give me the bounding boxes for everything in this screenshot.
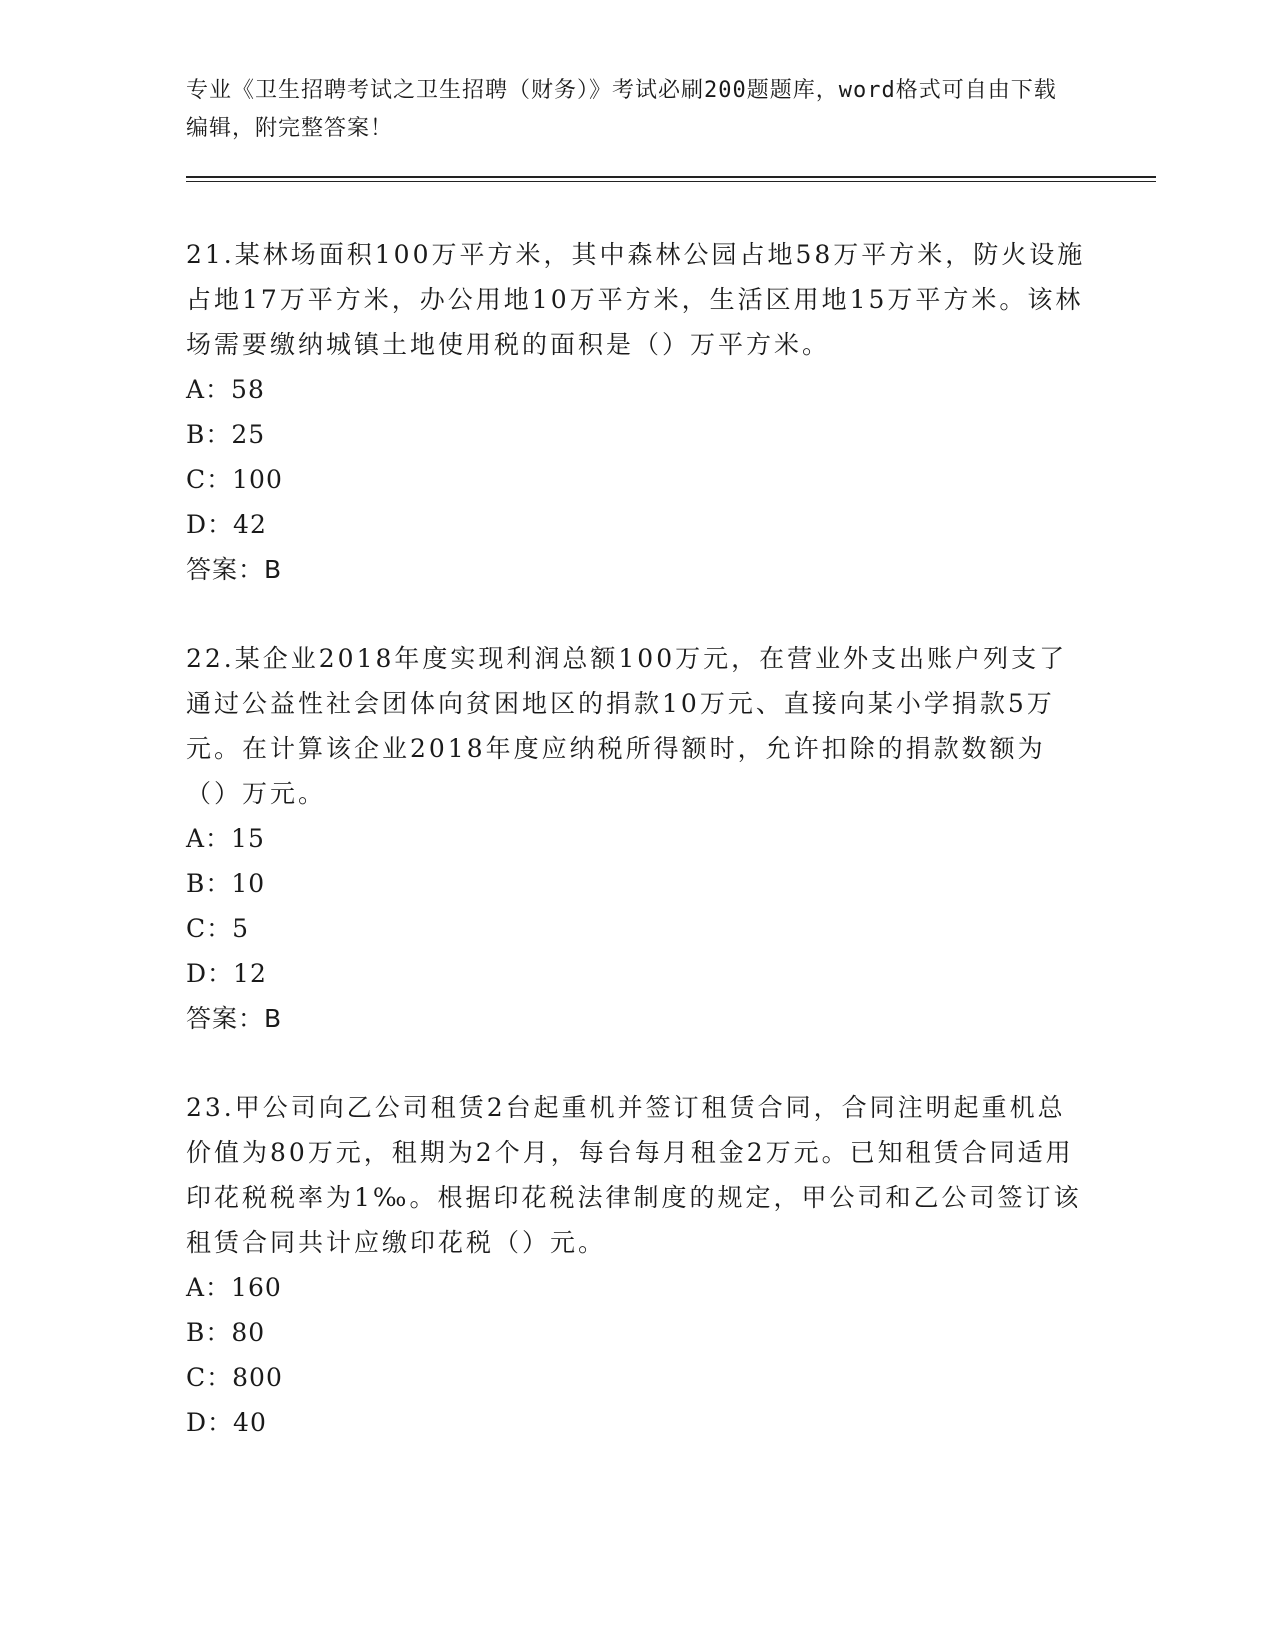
option-c: C：800 [186, 1363, 283, 1392]
option-a: A：15 [186, 824, 265, 853]
option-c: C：100 [186, 465, 283, 494]
option-a: A：58 [186, 375, 265, 404]
question-stem: 22.某企业2018年度实现利润总额100万元，在营业外支出账户列支了通过公益性社会团体向贫困地区的捐款10万元、直接向某小学捐款5万元。在计算该企业2018年度应纳税所得额时，允许扣除的捐款数额为（）万元。 [186, 644, 1068, 808]
document-intro: 专业《卫生招聘考试之卫生招聘（财务）》考试必刷200题题库，word格式可自由下载编辑，附完整答案！ [186, 78, 1057, 141]
option-c: C：5 [186, 914, 250, 943]
question-list [186, 232, 1086, 1489]
question-21 [186, 232, 1086, 592]
option-b: B：25 [186, 420, 266, 449]
option-d: D：42 [186, 510, 267, 539]
option-d: D：12 [186, 959, 267, 988]
header-divider [186, 176, 1156, 182]
option-b: B：10 [186, 869, 266, 898]
option-a: A：160 [186, 1273, 282, 1302]
option-b: B：80 [186, 1318, 266, 1347]
question-stem: 21.某林场面积100万平方米，其中森林公园占地58万平方米，防火设施占地17万平方米，办公用地10万平方米，生活区用地15万平方米。该林场需要缴纳城镇土地使用税的面积是（）万平方米。 [186, 240, 1086, 359]
question-stem: 23.甲公司向乙公司租赁2台起重机并签订租赁合同，合同注明起重机总价值为80万元，租期为2个月，每台每月租金2万元。已知租赁合同适用印花税税率为1‰。根据印花税法律制度的规定，甲公司和乙公司签订该租赁合同共计应缴印花税（）元。 [186, 1093, 1082, 1257]
option-d: D：40 [186, 1408, 267, 1437]
answer-label: 答案：B [186, 1004, 283, 1033]
answer-label: 答案：B [186, 555, 283, 584]
question-23 [186, 1085, 1086, 1445]
question-22 [186, 636, 1086, 1041]
